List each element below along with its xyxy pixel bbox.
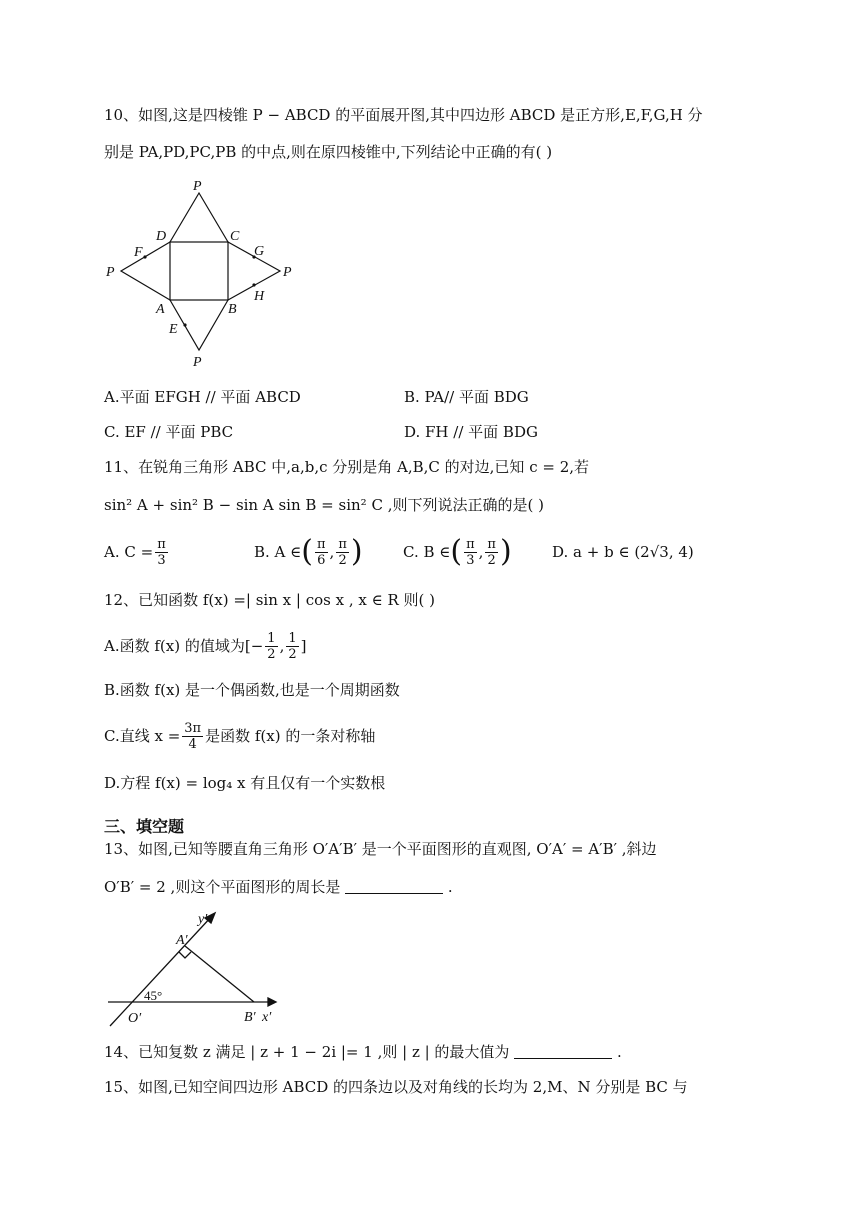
q15-stem-line1: 15、如图,已知空间四边形 ABCD 的四条边以及对角线的长均为 2,M、N 分别是 BC 与 xyxy=(104,1078,688,1096)
q11-option-c: C. B ∈ ( $\frac{\pi}{3}$ , $\frac{\pi}{2}$ ) xyxy=(403,534,512,569)
q12-option-a-prefix: A.函数 f(x) 的值域为[− xyxy=(104,637,264,655)
q10-stem-line1: 10、如图,这是四棱锥 P − ABCD 的平面展开图,其中四边形 ABCD 是正方形,E,F,G,H 分 xyxy=(104,106,703,124)
label-c: C xyxy=(230,229,240,244)
q10-option-a: A.平面 EFGH // 平面 ABCD xyxy=(104,388,301,406)
label-p-top: P xyxy=(193,179,202,194)
q12-option-c-prefix: C.直线 x = xyxy=(104,727,181,745)
q10-net-figure xyxy=(104,176,304,368)
label-a: A xyxy=(156,302,165,317)
q11-stem-line1: 11、在锐角三角形 ABC 中,a,b,c 分别是角 A,B,C 的对边,已知 c = 2,若 xyxy=(104,458,590,476)
q12-option-c: C.直线 x = $\frac{3\pi}{4}$ 是函数 f(x) 的一条对称轴 xyxy=(104,720,376,752)
label-y-prime: y′ xyxy=(198,912,208,927)
label-b-prime: B′ xyxy=(244,1010,256,1025)
q12-option-a: A.函数 f(x) 的值域为[− $\frac{1}{2}$ , $\frac{1}{2}$ ] xyxy=(104,630,307,662)
q11-option-b-prefix: B. A ∈ xyxy=(254,543,302,561)
label-g: G xyxy=(254,244,265,259)
q13-stem-line1: 13、如图,已知等腰直角三角形 O′A′B′ 是一个平面图形的直观图, O′A′ = A′B′ ,斜边 xyxy=(104,840,657,858)
q10-option-d: D. FH // 平面 BDG xyxy=(404,423,538,441)
q14-stem: 14、已知复数 z 满足 | z + 1 − 2i |= 1 ,则 | z | 的最大值为 . xyxy=(104,1043,622,1061)
label-p-bottom: P xyxy=(193,355,202,368)
q11-option-a-fraction xyxy=(155,537,168,568)
q11-a-num: π xyxy=(157,536,166,552)
label-f: F xyxy=(134,245,143,260)
q12-option-c-suffix: 是函数 f(x) 的一条对称轴 xyxy=(205,727,376,745)
label-p-right: P xyxy=(283,265,292,280)
q11-option-b: B. A ∈ ( $\frac{\pi}{6}$ , $\frac{\pi}{2}$ ) xyxy=(254,534,363,569)
label-a-prime: A′ xyxy=(176,933,188,948)
label-b: B xyxy=(228,302,237,317)
q11-option-c-prefix: C. B ∈ xyxy=(403,543,451,561)
q12-option-d: D.方程 f(x) = log₄ x 有且仅有一个实数根 xyxy=(104,774,386,792)
q10-stem-line2: 别是 PA,PD,PC,PB 的中点,则在原四棱锥中,下列结论中正确的有( ) xyxy=(104,143,553,161)
label-45-degree: 45° xyxy=(144,988,163,1003)
label-o-prime: O′ xyxy=(128,1011,142,1026)
q11-option-a xyxy=(104,532,170,572)
label-p-left: P xyxy=(106,265,115,280)
q10-option-c: C. EF // 平面 PBC xyxy=(104,423,234,441)
label-e: E xyxy=(169,322,178,337)
q11-option-a-prefix: A. C = xyxy=(104,543,154,561)
q13-triangle-figure xyxy=(104,908,284,1032)
q12-option-b: B.函数 f(x) 是一个偶函数,也是一个周期函数 xyxy=(104,681,400,699)
q10-option-b: B. PA// 平面 BDG xyxy=(404,388,529,406)
q13-answer-blank[interactable] xyxy=(345,879,443,894)
q11-option-d: D. a + b ∈ (2√3, 4) xyxy=(552,543,694,561)
label-h: H xyxy=(254,289,265,304)
label-x-prime: x′ xyxy=(262,1010,272,1025)
label-d: D xyxy=(156,229,167,244)
q12-stem: 12、已知函数 f(x) =| sin x | cos x , x ∈ R 则( ) xyxy=(104,591,435,609)
section-title-fill-in: 三、填空题 xyxy=(104,817,185,836)
q13-stem-line2: O′B′ = 2 ,则这个平面图形的周长是 . xyxy=(104,878,453,896)
q11-a-den: 3 xyxy=(157,552,166,568)
q14-answer-blank[interactable] xyxy=(514,1044,612,1059)
q11-stem-line2: sin² A + sin² B − sin A sin B = sin² C ,则下列说法正确的是( ) xyxy=(104,496,544,514)
